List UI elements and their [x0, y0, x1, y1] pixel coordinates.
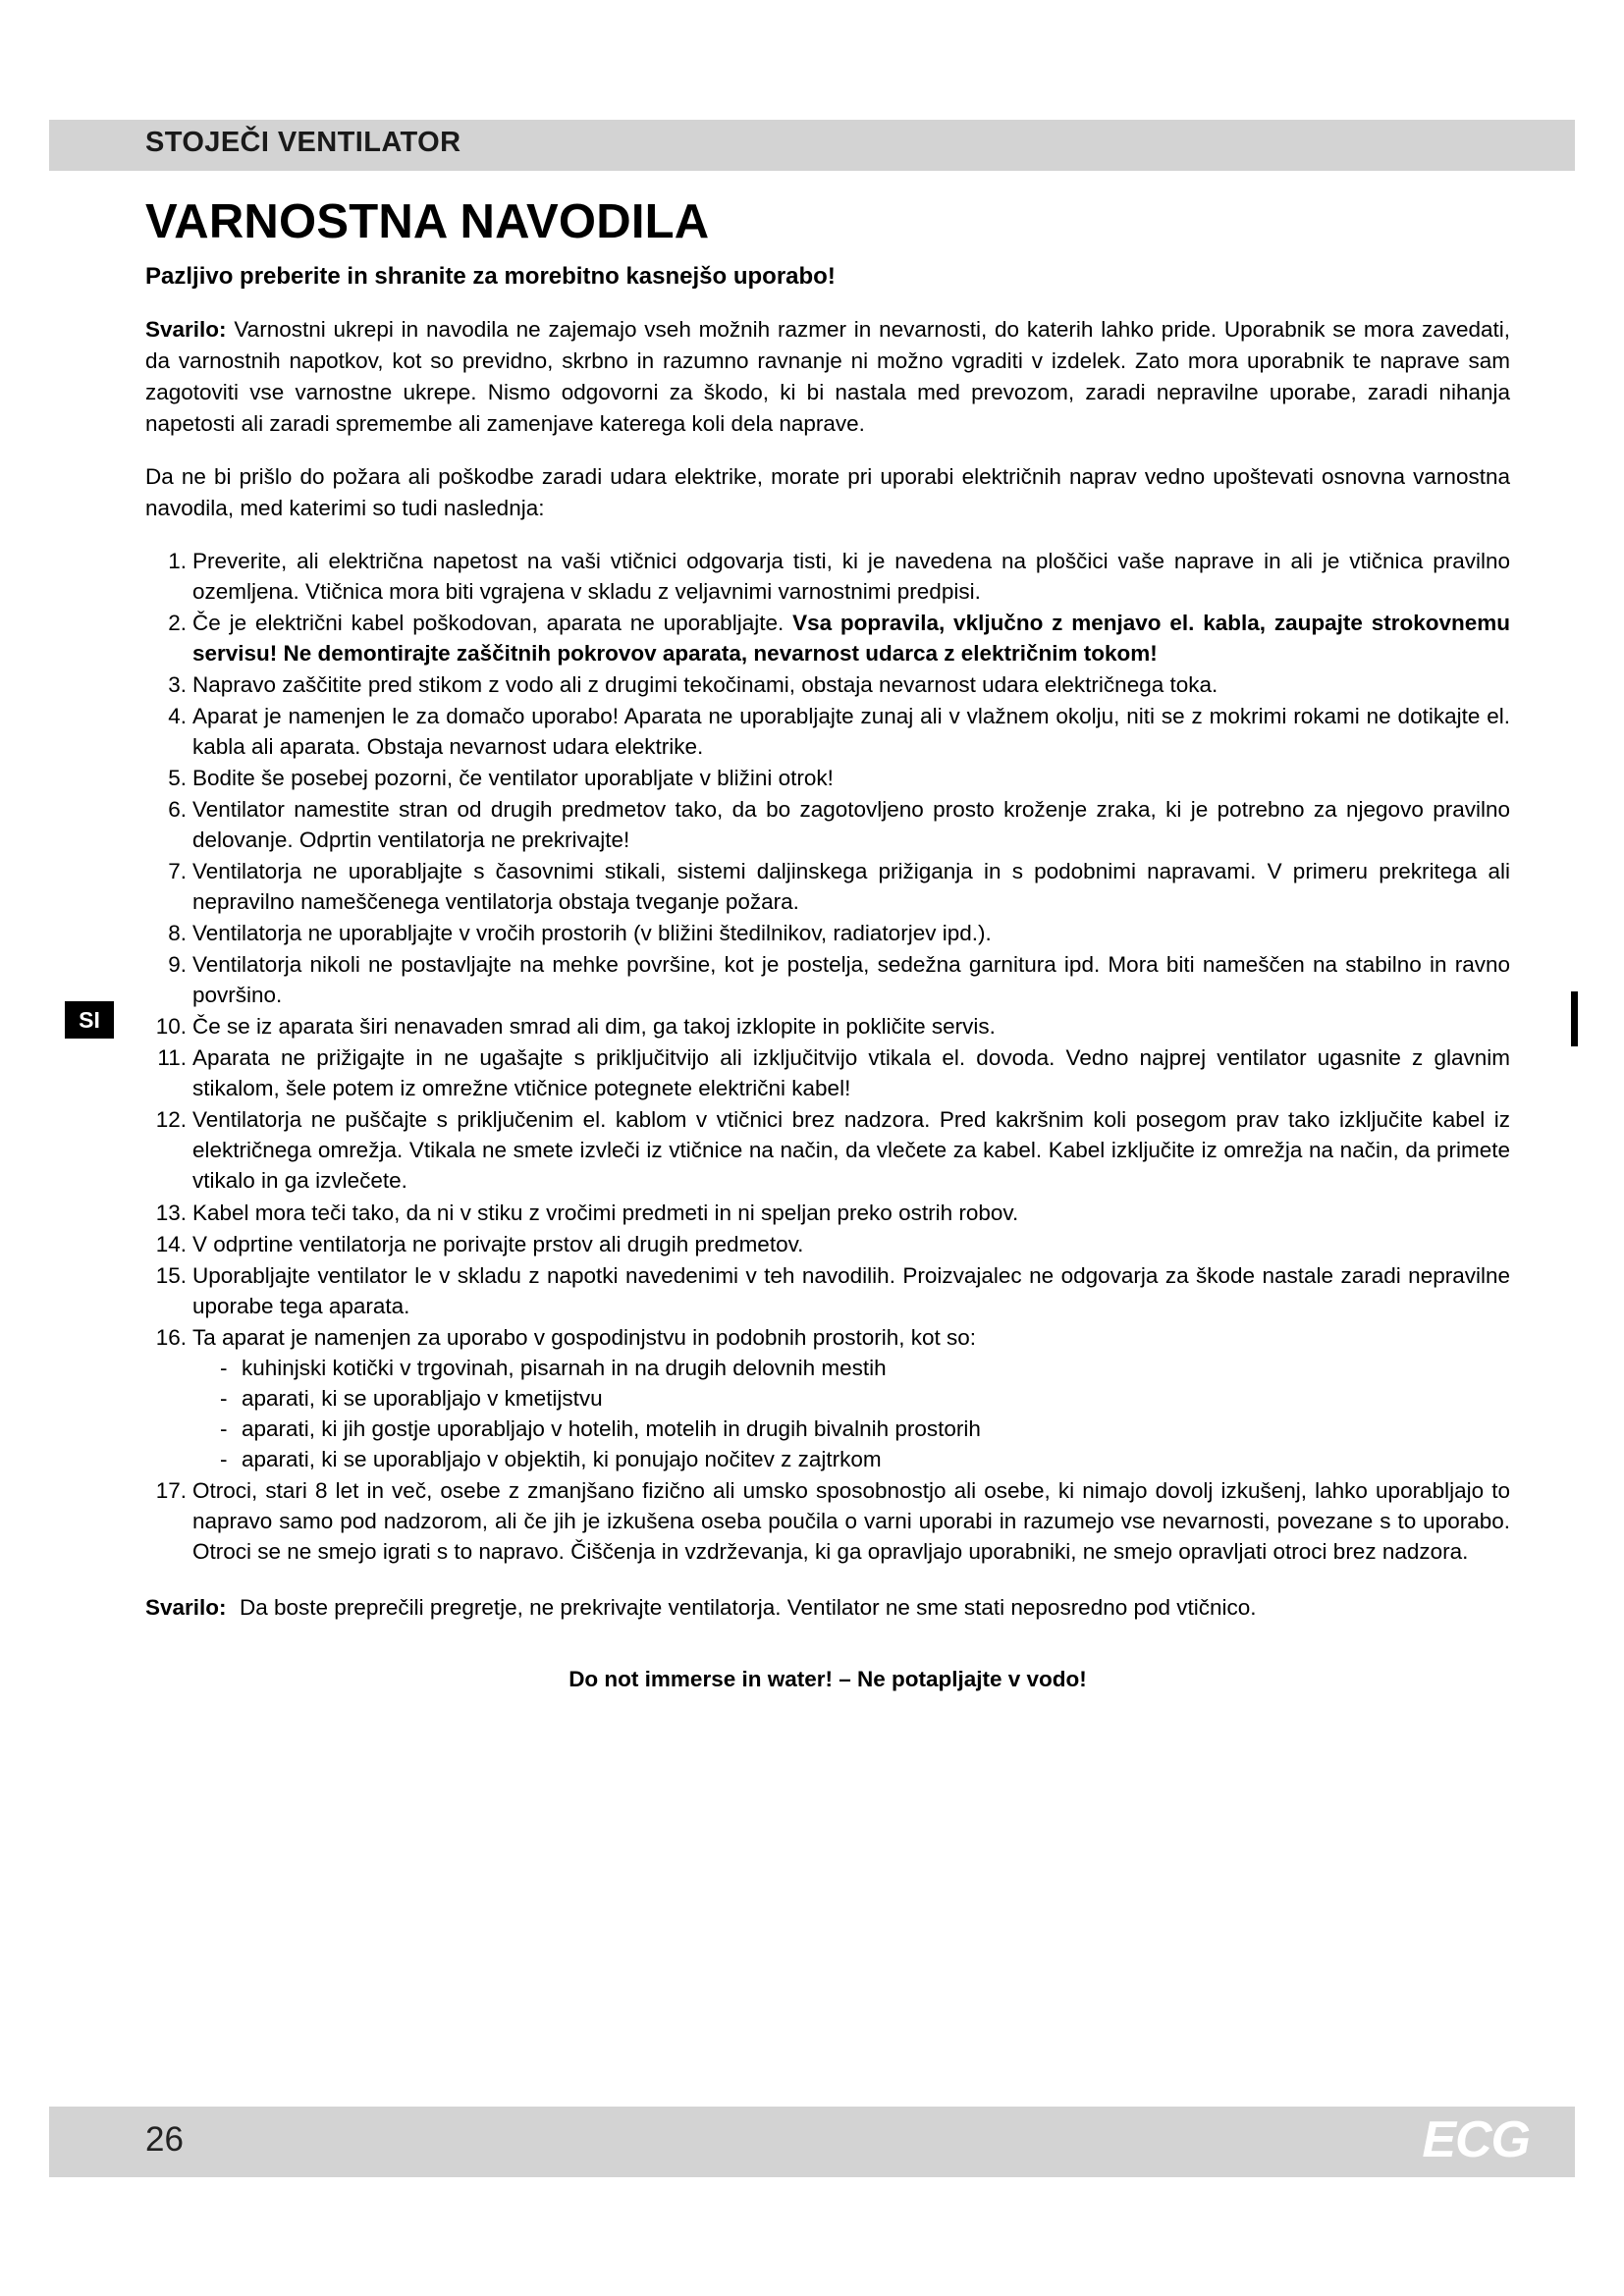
language-tab-label: SI: [79, 1007, 100, 1033]
list-item-number: 15.: [155, 1262, 187, 1288]
warning-label: Svarilo:: [145, 1595, 227, 1621]
list-item-text: Uporabljajte ventilator le v skladu z napotki navedenimi v teh navodilih. Proizvajalec ne odgovarja za škode nastale zaradi nepravilne uporabe tega aparata.: [192, 1262, 1510, 1318]
list-item: [145, 1260, 1510, 1321]
list-item: [145, 1229, 1510, 1259]
sub-list-item: [220, 1353, 1510, 1383]
list-item-text: Ventilatorja ne uporabljajte v vročih prostorih (v bližini štedilnikov, radiatorjev ipd.).: [192, 921, 992, 946]
list-item: [145, 1011, 1510, 1041]
list-item-number: 14.: [155, 1231, 187, 1256]
list-item: [145, 1475, 1510, 1567]
list-item: [145, 1198, 1510, 1228]
list-item-text: V odprtine ventilatorja ne porivajte prstov ali drugih predmetov.: [192, 1231, 804, 1256]
list-item-number: 1.: [168, 548, 187, 573]
warning-text: Da boste preprečili pregretje, ne prekrivajte ventilatorja. Ventilator ne sme stati neposredno pod vtičnico.: [240, 1595, 1257, 1621]
document-content: [145, 196, 1510, 1692]
sub-list-item-text: kuhinjski kotički v trgovinah, pisarnah in na drugih delovnih mestih: [242, 1355, 887, 1380]
safety-instructions-list: [145, 546, 1510, 1568]
list-item-text: Ventilatorja ne uporabljajte s časovnimi stikali, sistemi daljinskega prižiganja in s podobnimi napravami. V primeru prekritega ali nepravilno nameščenega ventilatorja obstaja tveganje požara.: [192, 858, 1510, 915]
closing-note: Do not immerse in water! – Ne potapljajte v vodo!: [568, 1666, 1087, 1691]
sub-list-item: [220, 1414, 1510, 1444]
sub-list-item-text: aparati, ki jih gostje uporabljajo v hotelih, motelih in drugih bivalnih prostorih: [242, 1415, 981, 1441]
list-item-text: Če je električni kabel poškodovan, aparata ne uporabljajte.: [192, 610, 793, 635]
dash-bullet: -: [220, 1415, 228, 1441]
sub-list: [192, 1353, 1510, 1474]
list-item: [145, 763, 1510, 793]
header-title: STOJEČI VENTILATOR: [145, 127, 461, 158]
list-item: [145, 794, 1510, 855]
second-paragraph: Da ne bi prišlo do požara ali poškodbe zaradi udara elektrike, morate pri uporabi električnih naprav vedno upoštevati osnovna varnostna navodila, med katerimi so tudi naslednja:: [145, 463, 1510, 520]
list-item: [145, 918, 1510, 948]
list-item: [145, 949, 1510, 1010]
list-item-text: Ventilatorja ne puščajte s priključenim el. kablom v vtičnici brez nadzora. Pred kakršnim koli posegom prav tako izključite kabel iz električnega omrežja. Vtikala ne smete izvleči iz vtičnice na način, da vlečete za kabel. Kabel izključite iz omrežja na način, da primete vtikalo in ga izvlečete.: [192, 1107, 1510, 1194]
list-item-number: 13.: [155, 1200, 187, 1225]
list-item-text: Aparat je namenjen le za domačo uporabo! Aparata ne uporabljajte zunaj ali v vlažnem okolju, niti se z mokrimi rokami ne dotikajte el. kabla ali aparata. Obstaja nevarnost udara elektrike.: [192, 703, 1510, 759]
list-item-number: 6.: [168, 796, 187, 822]
warning-note: [145, 1592, 1510, 1624]
list-item: [145, 856, 1510, 917]
list-item-number: 12.: [155, 1107, 187, 1133]
list-item-number: 3.: [168, 671, 187, 697]
list-item: [145, 669, 1510, 700]
list-item-text: Ventilator namestite stran od drugih predmetov tako, da bo zagotovljeno prosto kroženje zraka, ki je potrebno za njegovo pravilno delovanje. Odprtin ventilatorja ne prekrivajte!: [192, 796, 1510, 852]
dash-bullet: -: [220, 1446, 228, 1471]
list-item-text: Aparata ne prižigajte in ne ugašajte s priključitvijo ali izključitvijo vtikala el. dovoda. Vedno najprej ventilator ugasnite z glavnim stikalom, šele potem iz omrežne vtičnice potegnete električni kabel!: [192, 1045, 1510, 1101]
list-item-text: Napravo zaščitite pred stikom z vodo ali z drugimi tekočinami, obstaja nevarnost udara električnega toka.: [192, 671, 1218, 697]
intro-text: Varnostni ukrepi in navodila ne zajemajo vseh možnih razmer in nevarnosti, do katerih lahko pride. Uporabnik se mora zavedati, da varnostnih napotkov, kot so previdno, skrbno in razumno ravnanje ni možno vgraditi v izdelek. Zato mora uporabnik te naprave sam zagotoviti vse varnostne ukrepe. Nismo odgovorni za škodo, ki bi nastala med prevozom, zaradi nepravilne uporabe, zaradi nihanja napetosti ali zaradi spremembe ali zamenjave katerega koli dela naprave.: [145, 316, 1510, 436]
list-item-text: Otroci, stari 8 let in več, osebe z zmanjšano fizično ali umsko sposobnostjo ali osebe, ki nimajo dovolj izkušenj, lahko uporabljajo to napravo samo pod nadzorom, ali če jih je izkušena oseba poučila o varni uporabi in razumejo vse nevarnosti, povezane s to uporabo. Otroci se ne smejo igrati s to napravo. Čiščenja in vzdrževanja, ki ga opravljajo uporabniki, ne smejo opravljati otroci brez nadzora.: [192, 1477, 1510, 1565]
sub-list-item-text: aparati, ki se uporabljajo v objektih, ki ponujajo nočitev z zajtrkom: [242, 1446, 882, 1471]
sub-list-item: [220, 1383, 1510, 1414]
intro-label: Svarilo:: [145, 316, 227, 342]
list-item: [145, 1042, 1510, 1103]
dash-bullet: -: [220, 1355, 228, 1380]
list-item-number: 8.: [168, 921, 187, 946]
list-item-number: 4.: [168, 703, 187, 728]
list-item-number: 17.: [155, 1477, 187, 1503]
page-number: 26: [145, 2120, 184, 2159]
list-item-text: Preverite, ali električna napetost na vaši vtičnici odgovarja tisti, ki je navedena na ploščici vaše naprave in ali je vtičnica pravilno ozemljena. Vtičnica mora biti vgrajena v skladu z veljavnimi varnostnimi predpisi.: [192, 548, 1510, 604]
list-item-number: 16.: [155, 1324, 187, 1350]
intro-paragraph: [145, 314, 1510, 440]
list-item-number: 5.: [168, 765, 187, 790]
list-item-bold-text: Vsa popravila, vključno z menjavo el. kabla, zaupajte strokovnemu servisu! Ne demontirajte zaščitnih pokrovov aparata, nevarnost udarca z električnim tokom!: [192, 610, 1510, 666]
sub-list-item-text: aparati, ki se uporabljajo v kmetijstvu: [242, 1385, 603, 1411]
sub-list-item: [220, 1444, 1510, 1474]
footer-band: [49, 2107, 1575, 2118]
page-subtitle: Pazljivo preberite in shranite za morebitno kasnejšo uporabo!: [145, 262, 836, 290]
list-item: [145, 1322, 1510, 1474]
list-item-number: 2.: [168, 610, 187, 635]
list-item: [145, 1104, 1510, 1196]
list-item-text: Kabel mora teči tako, da ni v stiku z vročimi predmeti in ni speljan preko ostrih robov.: [192, 1200, 1019, 1225]
language-tab: [65, 1001, 114, 1039]
list-item-text: Bodite še posebej pozorni, če ventilator uporabljate v bližini otrok!: [192, 765, 834, 790]
brand-logo: ECG: [1422, 2111, 1530, 2168]
dash-bullet: -: [220, 1385, 228, 1411]
list-item-number: 7.: [168, 858, 187, 883]
list-item-text: Ventilatorja nikoli ne postavljajte na mehke površine, kot je postelja, sedežna garnitura ipd. Mora biti nameščen na stabilno in ravno površino.: [192, 952, 1510, 1008]
footer-fill: [49, 2118, 1575, 2177]
page-title: VARNOSTNA NAVODILA: [145, 195, 710, 248]
list-item-number: 9.: [168, 952, 187, 978]
list-item: [145, 608, 1510, 668]
edge-mark: [1571, 991, 1578, 1046]
list-item-text: Ta aparat je namenjen za uporabo v gospodinjstvu in podobnih prostorih, kot so:: [192, 1324, 977, 1350]
list-item-number: 10.: [155, 1014, 187, 1040]
list-item: [145, 701, 1510, 762]
list-item: [145, 546, 1510, 607]
list-item-number: 11.: [157, 1045, 187, 1071]
list-item-text: Če se iz aparata širi nenavaden smrad ali dim, ga takoj izklopite in pokličite servis.: [192, 1014, 996, 1040]
